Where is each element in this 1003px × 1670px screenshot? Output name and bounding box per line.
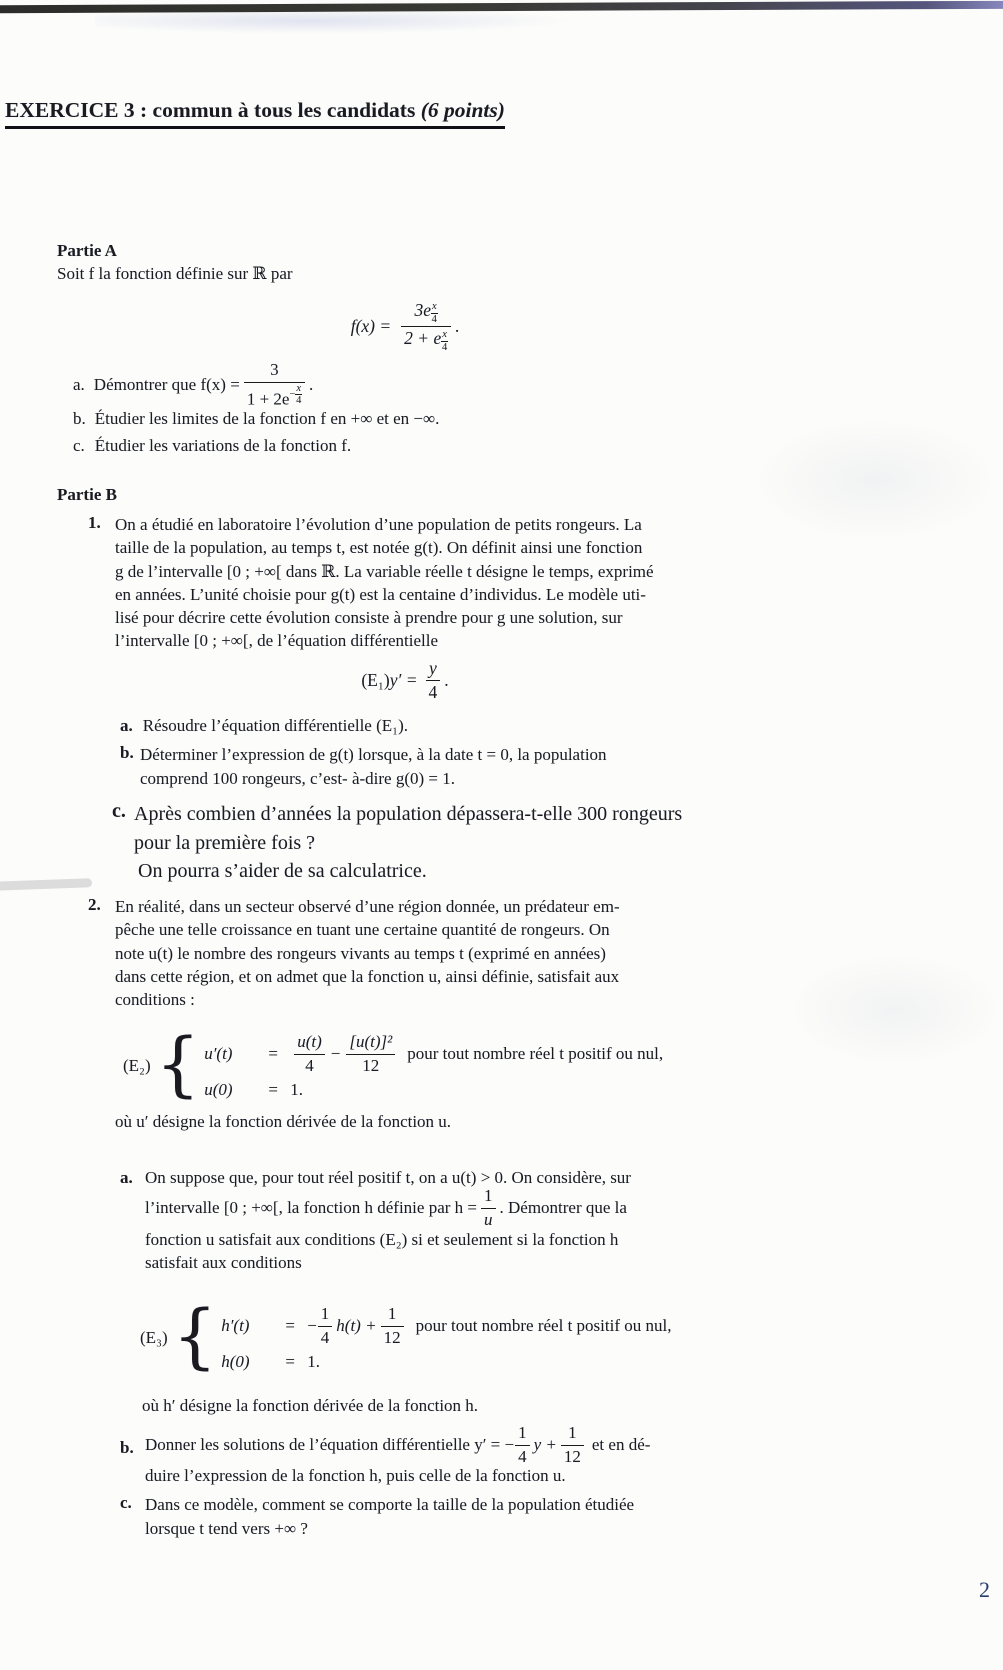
exercise-title-text: EXERCICE 3 : commun à tous les candidats [5,98,421,122]
exercise-title [5,98,505,129]
q2-paragraph [115,895,620,1011]
q2a-line-2: l’intervalle [0 ; +∞[, la fonction h définie par h = $\frac{1}{u}$ . Démontrer que la [145,1186,627,1229]
item-label: b. [120,743,134,762]
equation-label: (E₃) [140,1328,168,1347]
q1-line: On a étudié en laboratoire l’évolution d’une population de petits rongeurs. La [115,515,642,534]
item-text-line: Déterminer l’expression de g(t) lorsque, à la date t = 0, la population [140,745,607,764]
item-text-line: Après combien d’années la population dépassera-t-elle 300 rongeurs [134,803,683,825]
left-brace: { [155,1023,201,1105]
item-label: c. [73,436,85,455]
q1-item-a [120,716,408,736]
q2-line: note u(t) le nombre des rongeurs vivants au temps t (exprimé en années) [115,943,606,963]
scan-smudge [0,878,92,890]
q2b-line-1: Donner les solutions de l’équation différentielle y′ = − $\frac{1}{4}$ y + $\frac{1}{12}$ et en dé- [145,1423,651,1466]
part-a-item-b [73,409,439,429]
item-text-line: pour la première fois ? [134,831,316,854]
formula-f-definition: f(x) = 3e x 4 2 + e x 4 . [350,300,460,353]
fraction: $\frac{1}{4}$ [515,1423,530,1467]
part-b-heading: Partie B [57,485,117,504]
scan-smudge [755,420,995,540]
fraction: $\frac{1}{12}$ [561,1423,584,1467]
scan-top-edge [0,1,1003,13]
q1-item-b [140,743,607,791]
fraction: $\frac{1}{12}$ [381,1304,404,1348]
fraction: 3 1 + 2e − $\frac{x}{4}$ [244,360,305,409]
left-brace: { [172,1295,218,1377]
q2-number: 2. [88,895,101,914]
scan-smudge [95,12,575,34]
equation-e1: (E₁) y′ = $\frac{y}{4}$ . [361,658,449,702]
q2-item-c [145,1493,634,1541]
q2b-line-2: duire l’expression de la fonction h, puis celle de la fonction u. [145,1466,566,1485]
item-label: b. [73,409,86,428]
item-text: Étudier les variations de la fonction f. [94,436,352,455]
q2-line: pêche une telle croissance en tuant une certaine quantité de rongeurs. On [115,920,610,940]
where-u-note: où u′ désigne la fonction dérivée de la fonction u. [115,1112,452,1131]
condition-text: pour tout nombre réel t positif ou nul, [407,1044,664,1063]
item-text-line: comprend 100 rongeurs, c’est- à-dire g(0) = 1. [140,769,456,788]
q1-line: en années. L’unité choisie pour g(t) est la centaine d’individus. Le modèle uti- [115,584,646,604]
part-a-heading: Partie A [57,241,117,260]
item-text-line: Dans ce modèle, comment se comporte la taille de la population étudiée [145,1495,635,1514]
fraction: $\frac{1}{4}$ [318,1304,333,1348]
exercise-title-points: (6 points) [420,98,505,122]
item-text: Étudier les limites de la fonction f en +∞ et en −∞. [94,409,440,428]
exponent-fraction: x 4 [431,301,437,325]
fraction: $\frac{\text{[u(t)]²}}{12}$ [346,1032,395,1076]
e3-row-2: h(0) = 1. [221,1351,320,1371]
exponent-fraction: − $\frac{x}{4}$ [289,382,302,407]
equation-label: (E₁) [361,670,390,690]
item-text: Résoudre l’équation différentielle (E₁). [142,716,408,735]
q1-number: 1. [88,513,101,532]
system-e3 [140,1295,672,1377]
q1-line: g de l’intervalle [0 ; +∞[ dans ℝ. La variable réelle t désigne le temps, exprimé [115,561,654,581]
fraction: $\frac{u(t)}{4}$ [294,1032,325,1076]
q1-paragraph [115,513,654,653]
system-e2 [123,1023,664,1106]
item-label: c. [112,800,126,822]
equation-label: (E₂) [123,1056,151,1075]
scan-smudge [790,955,1000,1065]
fraction: $\frac{1}{u}$ [481,1186,496,1230]
e2-row-2: u(0) = 1. [204,1079,303,1099]
item-label: b. [120,1438,134,1457]
q1-line: lisé pour décrire cette évolution consiste à prendre pour g une solution, sur [115,608,623,628]
exponent-fraction: x 4 [441,329,448,353]
q2a-line-1: On suppose que, pour tout réel positif t, on a u(t) > 0. On considère, sur [145,1168,631,1187]
condition-text: pour tout nombre réel t positif ou nul, [415,1316,672,1335]
fraction: $\frac{y}{4}$ [426,658,441,703]
e3-row-1: h′(t) = − $\frac{1}{4}$ h(t) + $\frac{1}{12}$ pour tout nombre réel t positif ou nul, [221,1304,672,1347]
fraction: 3e x 4 2 + e x 4 [401,300,451,353]
q1-line: taille de la population, au temps t, est notée g(t). On définit ainsi une fonction [115,538,643,558]
part-a-item-a: a. Démontrer que f(x) = 3 1 + 2e − $\frac{x}{4}$ . [73,360,314,409]
item-text: Démontrer que f(x) = [93,375,240,394]
item-text-line: On pourra s’aider de sa calculatrice. [138,860,427,882]
q2a-line-3: fonction u satisfait aux conditions (E₂) si et seulement si la fonction h [145,1230,619,1249]
q1-item-c [134,800,682,886]
item-text-line: lorsque t tend vers +∞ ? [145,1519,308,1538]
page-number: 2 [979,1577,990,1602]
q2-line: conditions : [115,990,195,1010]
part-a-item-c [73,436,351,456]
part-a-intro: Soit f la fonction définie sur ℝ par [57,264,293,283]
item-label: a. [73,375,85,394]
item-label: a. [120,1168,133,1187]
q2-line: En réalité, dans un secteur observé d’une région donnée, un prédateur em- [115,897,620,916]
q2a-line-4: satisfait aux conditions [145,1253,302,1272]
q1-line: l’intervalle [0 ; +∞[, de l’équation différentielle [115,631,439,651]
q2-line: dans cette région, et on admet que la fonction u, ainsi définie, satisfait aux [115,966,620,986]
where-h-note: où h′ désigne la fonction dérivée de la fonction h. [142,1396,479,1415]
item-label: a. [120,716,133,735]
e2-row-1: u′(t) = $\frac{u(t)}{4}$ − $\frac{\text{[u(t)]²}}{12}$ pour tout nombre réel t positif ou nul, [204,1032,664,1075]
item-label: c. [120,1493,132,1512]
formula-lhs: f(x) = [350,316,392,336]
